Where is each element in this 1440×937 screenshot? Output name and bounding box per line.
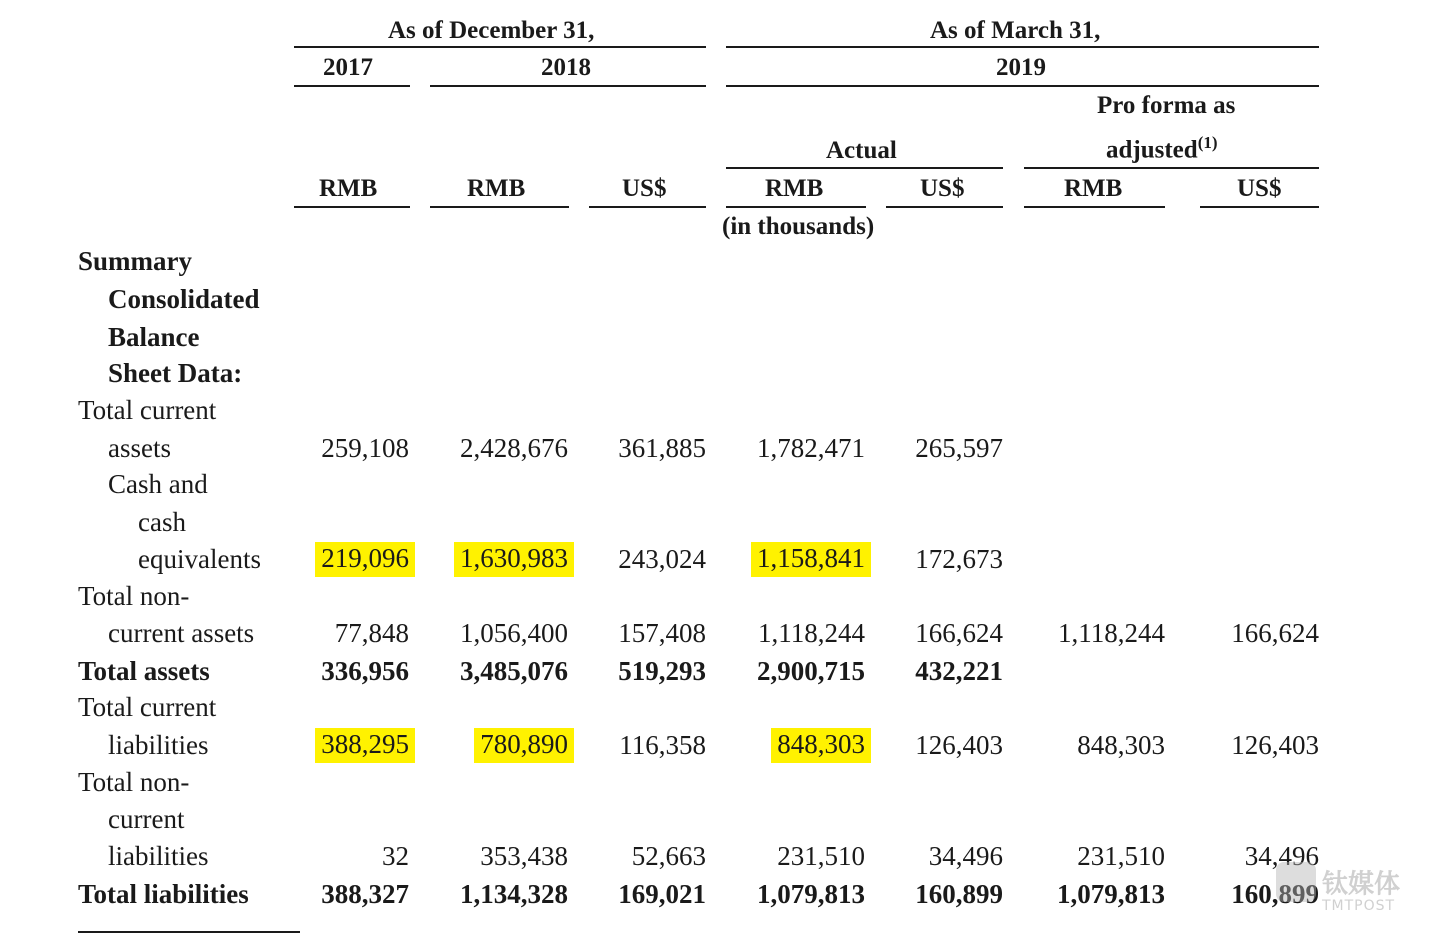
cell-tca-2019-usd: 265,597 — [915, 433, 1003, 463]
header-period-march: As of March 31, — [930, 17, 1101, 44]
cell-ta-2018-usd: 519,293 — [618, 656, 706, 686]
rule-2017 — [294, 85, 410, 87]
rule-cur-6 — [1024, 206, 1165, 208]
watermark-chinese: 钛媒体 — [1321, 869, 1400, 900]
cell-tncl-2018-rmb: 353,438 — [480, 841, 568, 871]
rule-cur-5 — [886, 206, 1003, 208]
cell-tncl-proforma-usd: 34,496 — [1244, 841, 1319, 871]
row-label-cash-1: Cash and — [108, 469, 208, 499]
cell-tca-2017-rmb: 259,108 — [321, 433, 409, 463]
row-label-total-current-assets-1: Total current — [78, 395, 217, 425]
rule-cur-3 — [589, 206, 706, 208]
cell-tl-2018-usd: 169,021 — [618, 879, 706, 909]
header-pro-forma-adjusted: adjusted — [1106, 136, 1198, 164]
row-label-total-assets: Total assets — [78, 656, 210, 686]
cell-tcl-proforma-usd: 126,403 — [1231, 730, 1319, 760]
cell-tcl-2018-rmb-highlighted: 780,890 — [474, 728, 574, 763]
section-title-line3: Balance — [108, 322, 200, 352]
currency-actual-usd: US$ — [920, 175, 965, 202]
rule-cur-2 — [430, 206, 569, 208]
cell-tcl-2018-usd: 116,358 — [619, 730, 706, 760]
cell-tcl-2019-usd: 126,403 — [915, 730, 1003, 760]
cell-ta-2017-rmb: 336,956 — [321, 656, 409, 686]
footnote-rule — [78, 931, 300, 933]
watermark — [1276, 862, 1400, 914]
cell-cash-2019-rmb-highlighted: 1,158,841 — [751, 542, 871, 577]
cell-ta-2019-rmb: 2,900,715 — [757, 656, 865, 686]
rule-pro-forma — [1024, 167, 1319, 169]
header-actual: Actual — [826, 137, 897, 164]
rule-actual — [726, 167, 1003, 169]
cell-tnca-proforma-usd: 166,624 — [1231, 618, 1319, 648]
header-period-december: As of December 31, — [388, 17, 595, 44]
header-year-2017: 2017 — [323, 54, 373, 81]
cell-tl-2019-rmb: 1,079,813 — [757, 879, 865, 909]
row-label-cash-2: cash — [138, 507, 186, 537]
footnote-marker: (1) — [1197, 133, 1218, 152]
currency-actual-rmb: RMB — [765, 175, 824, 202]
cell-tl-2017-rmb: 388,327 — [321, 879, 409, 909]
rule-december — [294, 46, 706, 48]
cell-tl-2018-rmb: 1,134,328 — [460, 879, 568, 909]
header-pro-forma-line2 — [1106, 134, 1218, 162]
cell-ta-2018-rmb: 3,485,076 — [460, 656, 568, 686]
header-pro-forma-line1: Pro forma as — [1097, 92, 1236, 119]
cell-tca-2019-rmb: 1,782,471 — [757, 433, 865, 463]
cell-tcl-2017-rmb-highlighted: 388,295 — [315, 728, 415, 763]
cell-tnca-2018-rmb: 1,056,400 — [460, 618, 568, 648]
cell-tncl-2019-usd: 34,496 — [928, 841, 1003, 871]
row-label-total-current-liabilities-1: Total current — [78, 692, 217, 722]
tmtpost-logo-icon — [1276, 862, 1316, 902]
rule-cur-1 — [294, 206, 410, 208]
rule-cur-7 — [1200, 206, 1319, 208]
currency-2018-rmb: RMB — [467, 175, 526, 202]
section-title-line1: Summary — [78, 246, 192, 276]
cell-tnca-2018-usd: 157,408 — [618, 618, 706, 648]
currency-proforma-rmb: RMB — [1064, 175, 1123, 202]
cell-tnca-proforma-rmb: 1,118,244 — [1058, 618, 1165, 648]
cell-tnca-2019-rmb: 1,118,244 — [758, 618, 865, 648]
row-label-total-noncurrent-liabilities-2: current — [108, 804, 185, 834]
cell-cash-2019-usd: 172,673 — [915, 544, 1003, 574]
cell-tl-2019-usd: 160,899 — [915, 879, 1003, 909]
cell-tncl-proforma-rmb: 231,510 — [1077, 841, 1165, 871]
row-label-total-current-liabilities-2: liabilities — [108, 730, 209, 760]
row-label-total-noncurrent-liabilities-1: Total non- — [78, 767, 190, 797]
cell-tcl-proforma-rmb: 848,303 — [1077, 730, 1165, 760]
cell-cash-2018-rmb-highlighted: 1,630,983 — [454, 542, 574, 577]
currency-2018-usd: US$ — [622, 175, 667, 202]
row-label-total-noncurrent-assets-1: Total non- — [78, 581, 190, 611]
cell-tnca-2019-usd: 166,624 — [915, 618, 1003, 648]
rule-march — [726, 46, 1319, 48]
header-in-thousands: (in thousands) — [722, 213, 875, 240]
currency-proforma-usd: US$ — [1237, 175, 1282, 202]
row-label-total-noncurrent-liabilities-3: liabilities — [108, 841, 209, 871]
watermark-english: TMTPOST — [1321, 898, 1396, 914]
cell-ta-2019-usd: 432,221 — [915, 656, 1003, 686]
header-year-2019: 2019 — [996, 54, 1046, 81]
header-year-2018: 2018 — [541, 54, 591, 81]
rule-2019 — [726, 85, 1319, 87]
rule-2018 — [430, 85, 706, 87]
row-label-total-current-assets-2: assets — [108, 433, 171, 463]
row-label-cash-3: equivalents — [138, 544, 261, 574]
cell-tncl-2017-rmb: 32 — [382, 841, 409, 871]
cell-cash-2018-usd: 243,024 — [618, 544, 706, 574]
cell-tncl-2018-usd: 52,663 — [631, 841, 706, 871]
cell-cash-2017-rmb-highlighted: 219,096 — [315, 542, 415, 577]
rule-cur-4 — [726, 206, 866, 208]
currency-2017-rmb: RMB — [319, 175, 378, 202]
section-title-line2: Consolidated — [108, 284, 260, 314]
cell-tnca-2017-rmb: 77,848 — [334, 618, 409, 648]
cell-tca-2018-usd: 361,885 — [618, 433, 706, 463]
section-title-line4: Sheet Data: — [108, 358, 243, 388]
cell-tl-proforma-usd: 160,899 — [1231, 879, 1319, 909]
cell-tcl-2019-rmb-highlighted: 848,303 — [771, 728, 871, 763]
row-label-total-noncurrent-assets-2: current assets — [108, 618, 255, 648]
cell-tca-2018-rmb: 2,428,676 — [460, 433, 568, 463]
row-label-total-liabilities: Total liabilities — [78, 879, 249, 909]
cell-tl-proforma-rmb: 1,079,813 — [1057, 879, 1165, 909]
cell-tncl-2019-rmb: 231,510 — [777, 841, 865, 871]
